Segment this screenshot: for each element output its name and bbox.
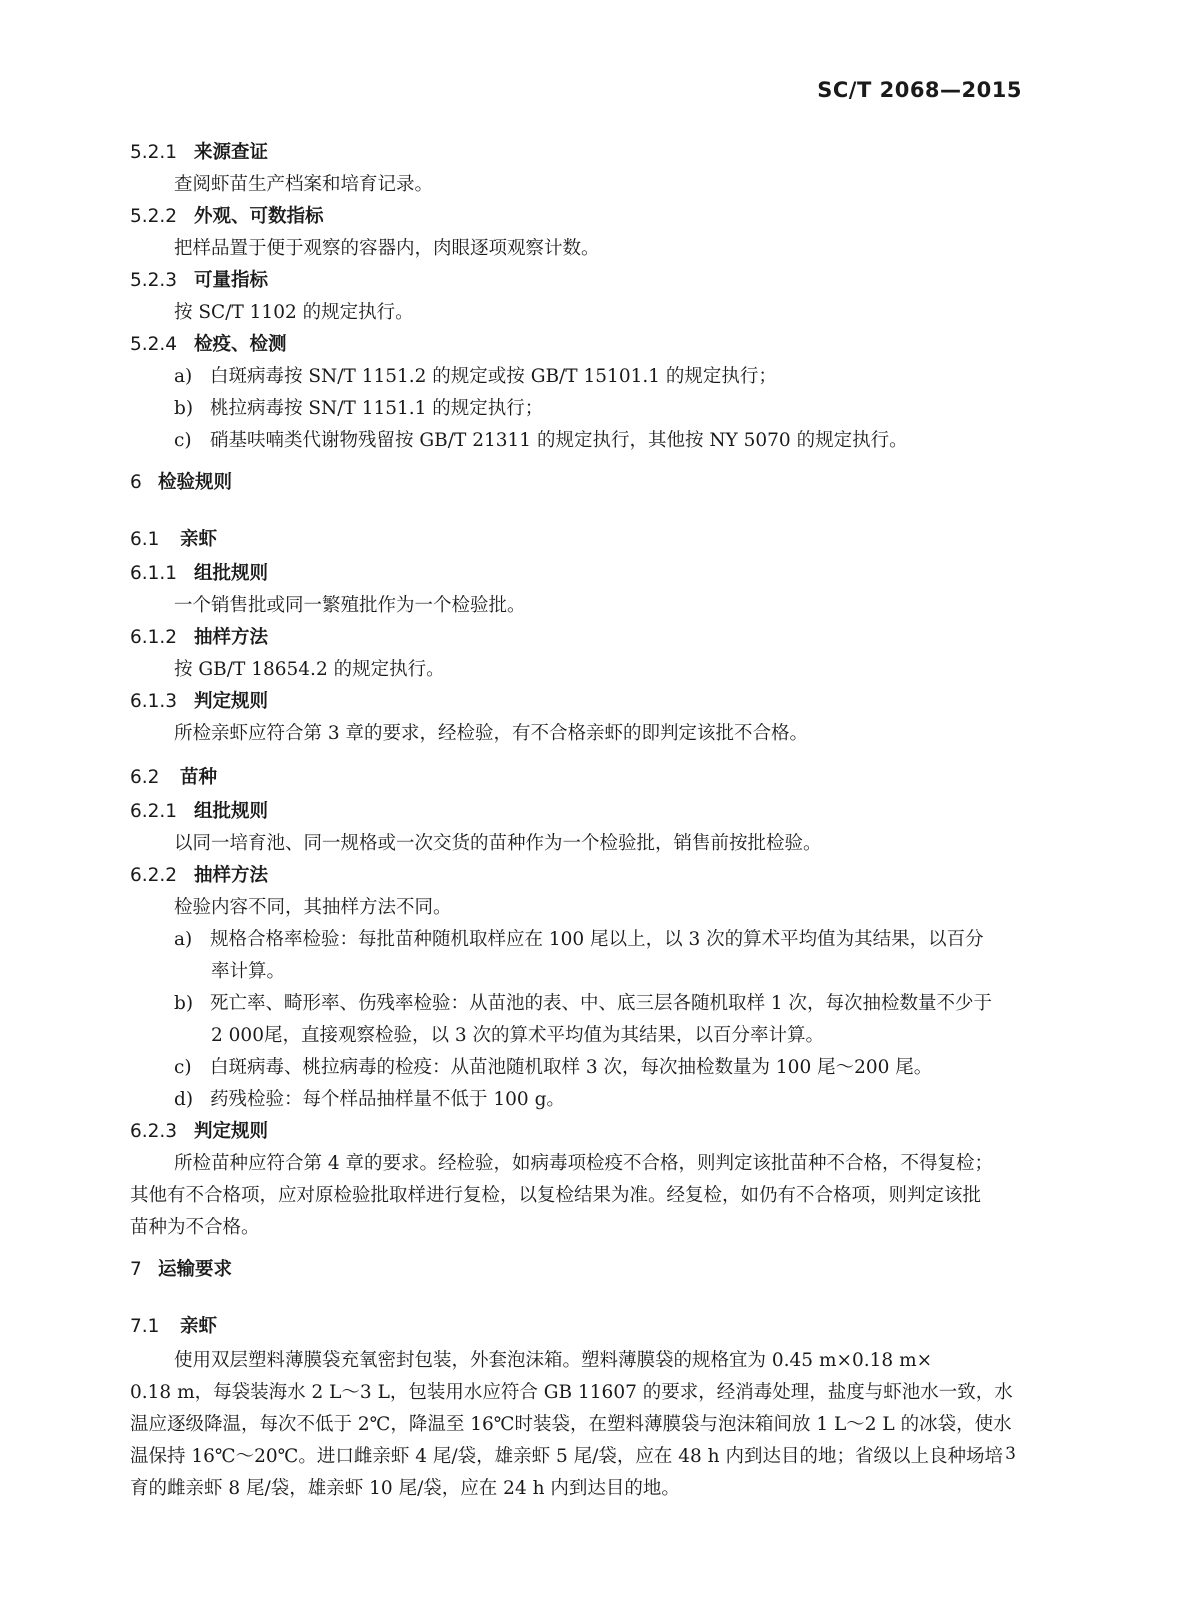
list-item-marker: d) [174,1089,194,1110]
section-title: 组批规则 [194,801,269,822]
list-item-continuation: 率计算。 [211,961,286,982]
section-title: 判定规则 [194,691,269,712]
list-item-text: 硝基呋喃类代谢物残留按 GB/T 21311 的规定执行，其他按 NY 5070 的规定执行。 [210,430,908,451]
section-heading [130,471,232,495]
section-number: 5.2.4 [130,334,178,355]
list-item [174,1056,932,1080]
list-item-text: 死亡率、畸形率、伤残率检验：从苗池的表、中、底三层各随机取样 1 次，每次抽检数量不少于 [210,993,993,1014]
section-heading [130,333,287,357]
paragraph-continuation: 温保持 16℃～20℃。进口雌亲虾 4 尾/袋，雄亲虾 5 尾/袋，应在 48 h 内到达目的地；省级以上良种场培 [130,1446,1003,1467]
section-heading [130,528,217,552]
list-item [174,928,984,952]
section-heading [130,1258,232,1282]
section-heading [130,141,268,165]
section-heading [130,766,217,790]
section-heading [130,1120,268,1144]
list-item-marker: c) [174,430,192,451]
section-number: 6.2.2 [130,865,178,886]
list-item [174,365,777,389]
paragraph-continuation: 温应逐级降温，每次不低于 2℃，降温至 16℃时装袋，在塑料薄膜袋与泡沫箱间放 1 L～2 L 的冰袋，使水 [130,1414,1012,1435]
section-number: 6.2 [130,767,160,788]
list-item-marker: b) [174,398,194,419]
section-heading [130,626,268,650]
section-number: 5.2.2 [130,206,178,227]
section-title: 运输要求 [158,1259,233,1280]
paragraph: 按 GB/T 18654.2 的规定执行。 [174,659,445,680]
section-number: 5.2.1 [130,142,178,163]
paragraph: 把样品置于便于观察的容器内，肉眼逐项观察计数。 [174,238,600,259]
list-item [174,1088,565,1112]
standard-code: SC/T 2068—2015 [817,78,1022,102]
list-item-marker: a) [174,366,193,387]
paragraph: 所检亲虾应符合第 3 章的要求，经检验，有不合格亲虾的即判定该批不合格。 [174,723,809,744]
section-title: 亲虾 [180,1316,218,1337]
list-item-marker: b) [174,993,194,1014]
section-title: 外观、可数指标 [194,206,324,227]
section-title: 判定规则 [194,1121,269,1142]
paragraph-continuation: 育的雌亲虾 8 尾/袋，雄亲虾 10 尾/袋，应在 24 h 内到达目的地。 [130,1478,680,1499]
list-item-text: 白斑病毒按 SN/T 1151.2 的规定或按 GB/T 15101.1 的规定执行； [210,366,777,387]
paragraph: 检验内容不同，其抽样方法不同。 [174,897,452,918]
section-title: 亲虾 [180,529,218,550]
section-number: 5.2.3 [130,270,178,291]
section-title: 检验规则 [158,472,233,493]
section-number: 7.1 [130,1316,160,1337]
section-number: 6.1.3 [130,691,178,712]
paragraph: 按 SC/T 1102 的规定执行。 [174,302,414,323]
section-heading [130,205,324,229]
section-number: 6.1 [130,529,160,550]
section-number: 7 [130,1259,142,1280]
list-item [174,992,992,1016]
section-title: 抽样方法 [194,865,269,886]
paragraph: 以同一培育池、同一规格或一次交货的苗种作为一个检验批，销售前按批检验。 [174,833,822,854]
list-item-text: 药残检验：每个样品抽样量不低于 100 g。 [210,1089,565,1110]
paragraph: 所检苗种应符合第 4 章的要求。经检验，如病毒项检疫不合格，则判定该批苗种不合格，不得复检； [174,1153,994,1174]
section-number: 6.2.3 [130,1121,178,1142]
list-item-text: 规格合格率检验：每批苗种随机取样应在 100 尾以上，以 3 次的算术平均值为其结果，以百分 [210,929,984,950]
section-title: 可量指标 [194,270,269,291]
section-heading [130,690,268,714]
list-item-continuation: 2 000尾，直接观察检验，以 3 次的算术平均值为其结果，以百分率计算。 [211,1025,824,1046]
section-heading [130,864,268,888]
page-number: 3 [1005,1444,1016,1464]
section-heading [130,562,268,586]
section-title: 组批规则 [194,563,269,584]
section-heading [130,269,268,293]
list-item [174,429,908,453]
paragraph: 查阅虾苗生产档案和培育记录。 [174,174,434,195]
paragraph-continuation: 其他有不合格项，应对原检验批取样进行复检，以复检结果为准。经复检，如仍有不合格项，则判定该批 [130,1185,982,1206]
paragraph: 使用双层塑料薄膜袋充氧密封包装，外套泡沫箱。塑料薄膜袋的规格宜为 0.45 m×0.18 m× [174,1350,933,1371]
paragraph-continuation: 0.18 m，每袋装海水 2 L～3 L，包装用水应符合 GB 11607 的要求，经消毒处理，盐度与虾池水一致，水 [130,1382,1013,1403]
list-item-text: 白斑病毒、桃拉病毒的检疫：从苗池随机取样 3 次，每次抽检数量为 100 尾～200 尾。 [210,1057,933,1078]
section-title: 抽样方法 [194,627,269,648]
paragraph: 一个销售批或同一繁殖批作为一个检验批。 [174,595,526,616]
list-item-text: 桃拉病毒按 SN/T 1151.1 的规定执行； [210,398,544,419]
section-title: 苗种 [180,767,218,788]
section-heading [130,800,268,824]
section-title: 来源查证 [194,142,269,163]
list-item [174,397,543,421]
paragraph-continuation: 苗种为不合格。 [130,1217,260,1238]
section-number: 6.1.2 [130,627,178,648]
section-number: 6.2.1 [130,801,178,822]
list-item-marker: a) [174,929,193,950]
section-number: 6 [130,472,142,493]
list-item-marker: c) [174,1057,192,1078]
section-heading [130,1315,217,1339]
section-number: 6.1.1 [130,563,178,584]
section-title: 检疫、检测 [194,334,287,355]
